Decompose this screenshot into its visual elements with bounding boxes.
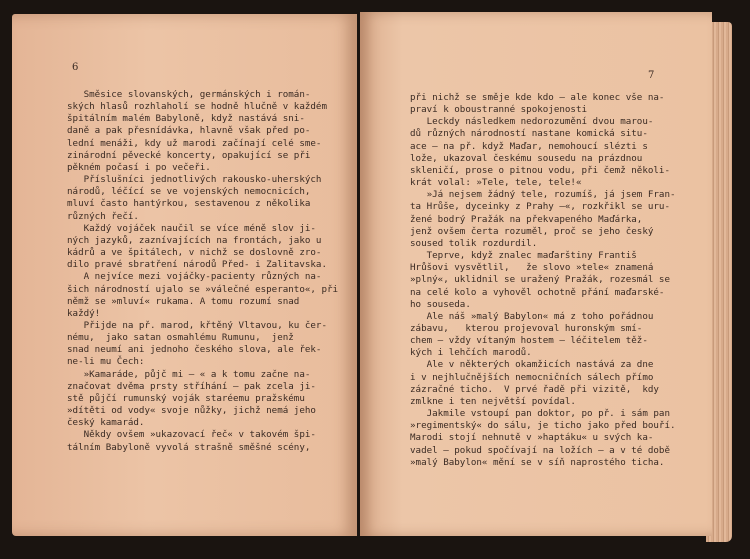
right-page-line: »Já nejsem žádný tele, rozumíš, já jsem Fran-: [410, 189, 676, 201]
right-page-line: zábavu, kterou projevoval huronským smí-: [410, 322, 643, 334]
right-page-line: krát volal: »Tele, tele, tele!«: [410, 177, 582, 189]
right-page-line: Marodi stojí nehnutě v »haptáku« u svých ka-: [410, 432, 654, 444]
left-page-line: Každý vojáček naučil se více méně slov ji-: [67, 222, 316, 234]
right-page-line: »regimentský« do sálu, je ticho jako před bouří.: [410, 420, 676, 432]
left-page-line: český kamarád.: [67, 417, 145, 429]
left-page-line: tálním Babyloně vyvolá strašně směšné scény,: [67, 441, 311, 453]
left-page: [12, 14, 357, 536]
left-page-line: »dítěti od vody« svoje nůžky, jichž nemá jeho: [67, 405, 316, 417]
left-page-line: značovat dvěma prsty stříhání — pak zcela ji-: [67, 380, 316, 392]
left-page-line: Někdy ovšem »ukazovací řeč« v takovém špi-: [67, 429, 316, 441]
right-page-line: lože, ukazoval českému sousedu na prázdnou: [410, 152, 643, 164]
left-page-line: »Kamaráde, půjč mi — « a k tomu začne na-: [67, 368, 311, 380]
left-page-line: šich národností ujalo se »válečné esperanto«, při: [67, 283, 339, 295]
right-page-line: Teprve, když znalec maďarštiny Františ: [410, 250, 637, 262]
left-page-line: Přijde na př. marod, křtěný Vltavou, ku čer-: [67, 319, 327, 331]
page-number-left: 6: [72, 62, 79, 73]
right-page-line: dů různých národností nastane komická situ-: [410, 128, 648, 140]
right-page-line: jenž ovšem čerta rozuměl, proč se jeho český: [410, 225, 654, 237]
left-page-line: každý!: [67, 307, 101, 319]
right-page-line: kých i lehčích marodů.: [410, 347, 532, 359]
right-page-line: Ale v některých okamžicích nastává za dne: [410, 359, 654, 371]
right-page-line: při nichž se směje kde kdo — ale konec vše na-: [410, 92, 665, 103]
left-page-line: nému, jako satan osmahlému Rumunu, jenž: [67, 332, 294, 344]
left-page-line: daně a pak přesnídávka, hlavně však před po-: [67, 125, 311, 137]
right-page-line: zmlkne i ten největší povídal.: [410, 395, 576, 407]
left-page-line: mluví často hantýrkou, sestavenou z několika: [67, 198, 311, 210]
left-page-line: Směsice slovanských, germánských i román-: [67, 89, 311, 100]
right-page-line: Leckdy následkem nedorozumění dvou marou-: [410, 116, 654, 128]
right-page-line: Ale náš »malý Babylon« má z toho pořádnou: [410, 310, 654, 322]
left-page-line: A nejvíce mezi vojáčky-pacienty různých na-: [67, 271, 322, 283]
right-page-line: skleničí, prose o pitnou vodu, při čemž několi-: [410, 164, 670, 176]
right-page: [360, 12, 712, 536]
left-page-line: ných jazyků, zaznívajících na frontách, jako u: [67, 234, 322, 246]
right-page-line: »plný«, uklidnil se uražený Pražák, rozesmál se: [410, 274, 670, 286]
right-page-line: Hrůšovi vysvětlil, že slovo »tele« znamená: [410, 262, 654, 274]
right-page-line: na celé kolo a vyhověl ochotně přání maďarské-: [410, 286, 665, 298]
right-page-line: »malý Babylon« mění se v síň naprostého ticha.: [410, 456, 665, 468]
right-page-line: ho souseda.: [410, 298, 471, 310]
left-page-line: lední menáži, kdy už marodi začínají celé sme-: [67, 137, 322, 149]
left-page-line: pěkném počasí i po večeři.: [67, 161, 211, 173]
right-page-line: chem — vždy vítaným hostem — léčitelem těž-: [410, 335, 648, 347]
left-page-line: dilo pravé sbratření národů Před- i Zalitavska.: [67, 259, 327, 271]
left-page-line: zinárodní pěvecké koncerty, opakující se při: [67, 149, 311, 161]
right-page-line: Jakmile vstoupí pan doktor, po př. i sám pan: [410, 408, 670, 420]
right-page-line: žené bodrý Pražák na překvapeného Maďárka,: [410, 213, 643, 225]
right-page-line: ta Hrůše, dyceinky z Prahy —«, rozkřikl se uru-: [410, 201, 670, 213]
left-page-line: různých řečí.: [67, 210, 139, 222]
left-page-line: němž se »mluví« rukama. A tomu rozumí snad: [67, 295, 300, 307]
left-page-text: [67, 89, 338, 454]
right-page-line: i v nejhlučnějších nemocničních sálech přímo: [410, 371, 654, 383]
right-page-line: praví k oboustranné spokojenosti: [410, 104, 588, 116]
left-page-line: snad neumí ani jednoho českého slova, ale řek-: [67, 344, 322, 356]
left-page-line: kádrů a ve špitálech, v nichž se doslovně zro-: [67, 247, 322, 259]
left-page-line: národů, léčící se ve vojenských nemocnicích,: [67, 186, 311, 198]
right-page-line: zázračné ticho. V prvé řadě při vizitě, kdy: [410, 383, 659, 395]
left-page-line: ských hlasů rozhlaholí se hodně hlučně v každém: [67, 101, 327, 113]
right-page-line: soused tolik rozdurdil.: [410, 237, 538, 249]
right-page-text: [410, 92, 676, 469]
page-number-right: 7: [648, 70, 655, 81]
left-page-line: stě půjčí rumunský voják staréemu pražskému: [67, 392, 305, 404]
left-page-line: ne-li mu Čech:: [67, 356, 145, 368]
left-page-line: špitálním malém Babyloně, když nastává sni-: [67, 113, 305, 125]
right-page-line: ace — na př. když Maďar, nemohoucí slézti s: [410, 140, 648, 152]
left-page-line: Příslušníci jednotlivých rakousko-uherských: [67, 174, 322, 186]
right-page-line: vadel — pokud spočívají na ložích — a v té době: [410, 444, 670, 456]
